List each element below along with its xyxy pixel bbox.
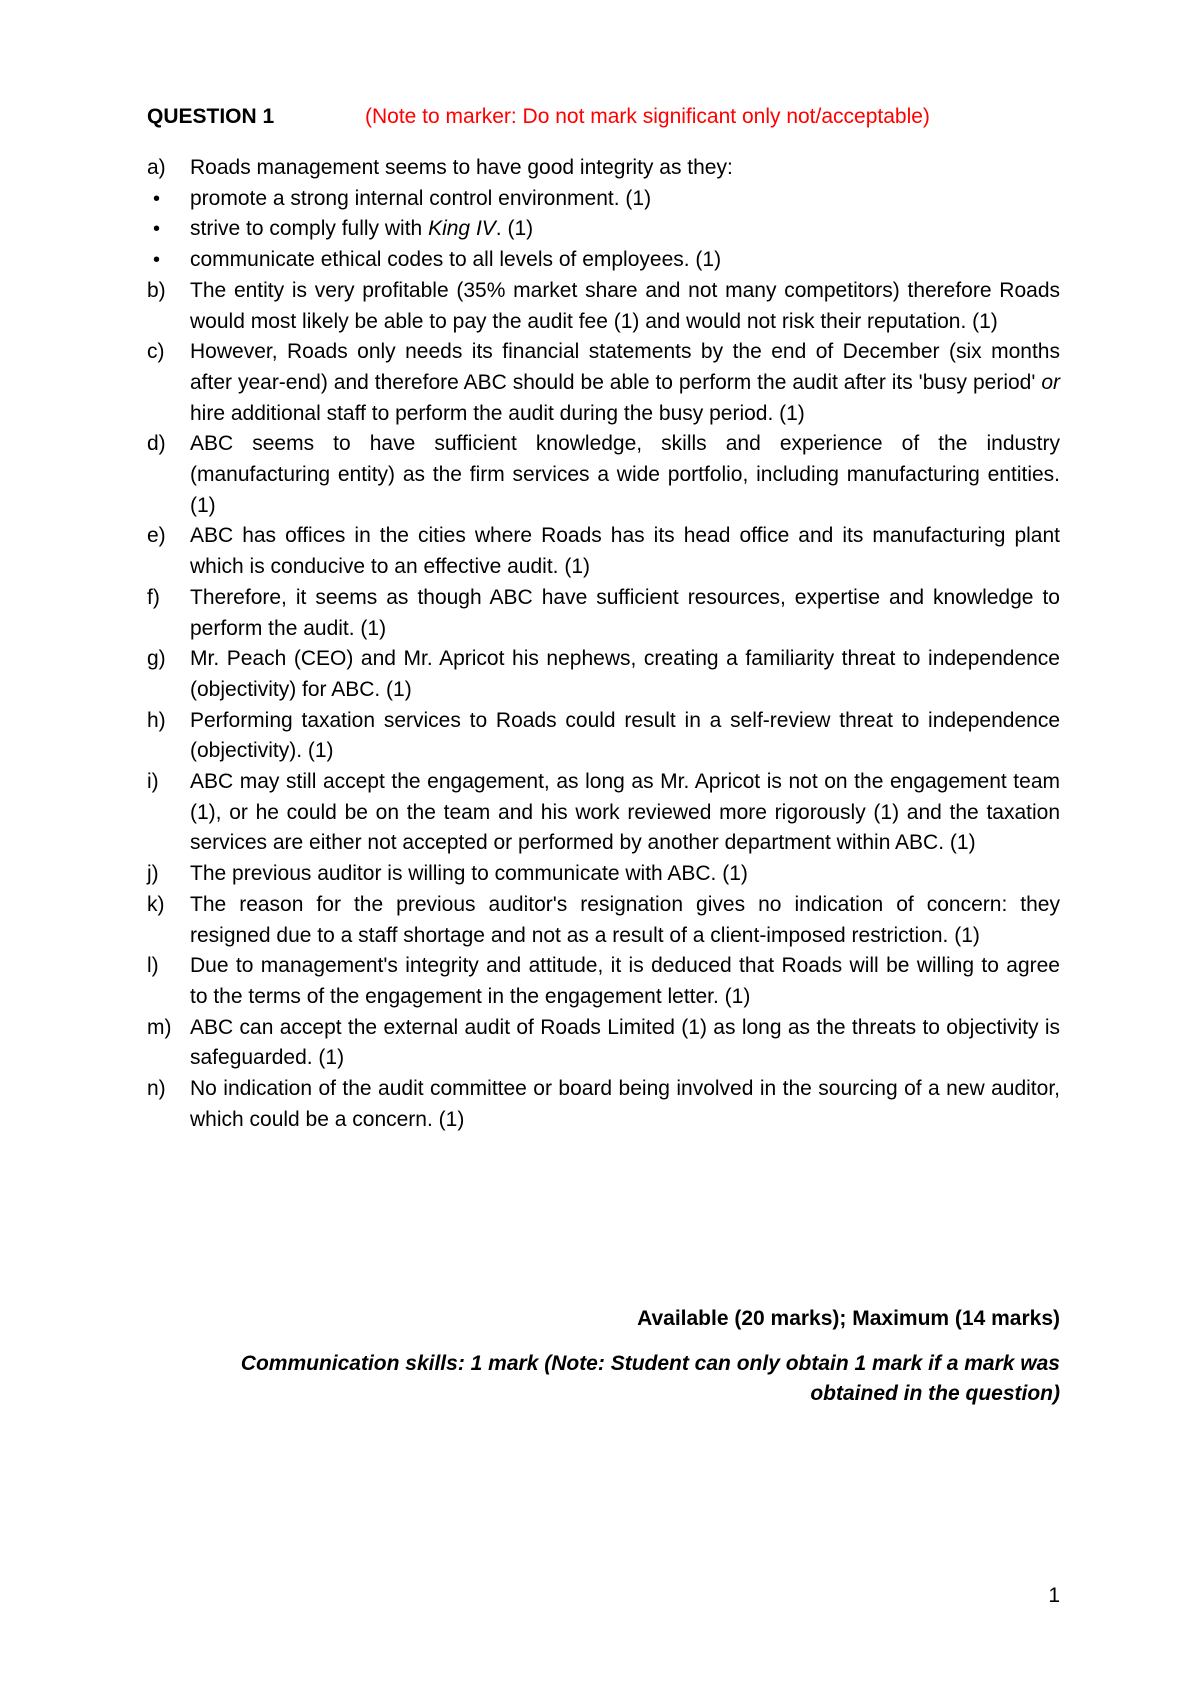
list-item [147, 276, 1060, 337]
list-item [147, 890, 1060, 951]
list-item [147, 1013, 1060, 1074]
item-marker: n) [147, 1077, 166, 1101]
communication-line-2: obtained in the question) [810, 1382, 1060, 1405]
item-marker: i) [147, 770, 159, 794]
page-number: 1 [1048, 1584, 1060, 1607]
item-marker: m) [147, 1015, 172, 1039]
marker-note: (Note to marker: Do not mark significant only not/acceptable) [365, 105, 930, 128]
item-text: communicate ethical codes to all levels of employees. (1) [190, 248, 722, 272]
item-text: The entity is very profitable (35% market share and not many competitors) therefore Roads would most likely be able to pay the audit fee (1) and would not risk their reputation. (1) [190, 278, 1060, 333]
list-item [147, 337, 1060, 429]
item-text: Mr. Peach (CEO) and Mr. Apricot his nephews, creating a familiarity threat to independence (objectivity) for ABC. (1) [190, 647, 1060, 701]
item-marker: h) [147, 708, 166, 732]
item-text: ABC can accept the external audit of Roads Limited (1) as long as the threats to objectivity is safeguarded. (1) [190, 1015, 1060, 1070]
list-item [147, 214, 1060, 245]
list-item [147, 1074, 1060, 1135]
list-item [147, 644, 1060, 705]
item-marker: l) [147, 954, 159, 978]
item-text: ABC has offices in the cities where Roads has its head office and its manufacturing plant which is conducive to an effective audit. (1) [190, 524, 1060, 579]
list-item [147, 767, 1060, 859]
item-text: ABC seems to have sufficient knowledge, skills and experience of the industry (manufacturing entity) as the firm services a wide portfolio, including manufacturing entities. (1) [190, 432, 1060, 517]
item-text: ABC may still accept the engagement, as long as Mr. Apricot is not on the engagement team (1), or he could be on the team and his work reviewed more rigorously (1) and the taxation services are either not accepted or performed by another department within ABC. (1) [190, 770, 1060, 855]
item-marker: k) [147, 892, 165, 916]
item-marker: e) [147, 524, 166, 548]
marks-summary: Available (20 marks); Maximum (14 marks) [637, 1307, 1060, 1330]
question-heading [147, 104, 930, 130]
communication-line-1: Communication skills: 1 mark (Note: Student can only obtain 1 mark if a mark was [240, 1352, 1060, 1375]
item-marker: a) [147, 156, 166, 179]
item-text: Therefore, it seems as though ABC have sufficient resources, expertise and knowledge to perform the audit. (1) [190, 585, 1060, 640]
list-item [147, 184, 1060, 215]
bullet-icon: • [153, 249, 161, 272]
item-text-italic: King IV [428, 217, 496, 241]
item-text-part: However, Roads only needs its financial statements by the end of December (six months after year-end) and therefore ABC should be able to perform the audit after its 'busy period' [190, 340, 1060, 394]
item-text: Due to management's integrity and attitude, it is deduced that Roads will be willing to agree to the terms of the engagement in the engagement letter. (1) [190, 954, 1060, 1008]
item-text: The reason for the previous auditor's resignation gives no indication of concern: they resigned due to a staff shortage and not as a result of a client-imposed restriction. (1) [190, 892, 1060, 947]
list-item [147, 153, 1060, 184]
item-text: No indication of the audit committee or board being involved in the sourcing of a new auditor, which could be a concern. (1) [190, 1077, 1060, 1131]
list-item [147, 583, 1060, 644]
communication-skills-note [140, 1349, 1060, 1409]
item-marker: b) [147, 278, 166, 302]
item-marker: d) [147, 432, 166, 456]
item-text: Roads management seems to have good integrity as they: [190, 156, 733, 179]
item-text-part: . (1) [495, 217, 534, 241]
item-marker: f) [147, 585, 160, 609]
item-text-part: hire additional staff to perform the audit during the busy period. (1) [190, 401, 805, 425]
question-title: QUESTION 1 [147, 105, 275, 128]
item-text [190, 214, 1060, 245]
item-marker: c) [147, 340, 165, 364]
list-item [147, 245, 1060, 276]
item-text: promote a strong internal control environment. (1) [190, 186, 652, 210]
item-text: Performing taxation services to Roads could result in a self-review threat to independence (objectivity). (1) [190, 708, 1060, 763]
item-text-part: strive to comply fully with [190, 217, 429, 241]
item-marker: j) [147, 862, 159, 886]
list-item [147, 429, 1060, 521]
list-item [147, 859, 1060, 890]
item-marker: g) [147, 647, 166, 671]
item-text-italic: or [1041, 370, 1060, 394]
list-item [147, 706, 1060, 767]
list-item [147, 521, 1060, 582]
item-text: The previous auditor is willing to communicate with ABC. (1) [190, 862, 748, 886]
list-item [147, 951, 1060, 1012]
bullet-icon: • [153, 218, 161, 241]
answer-list [147, 153, 1060, 1136]
bullet-icon: • [153, 187, 161, 210]
item-text [190, 337, 1060, 429]
